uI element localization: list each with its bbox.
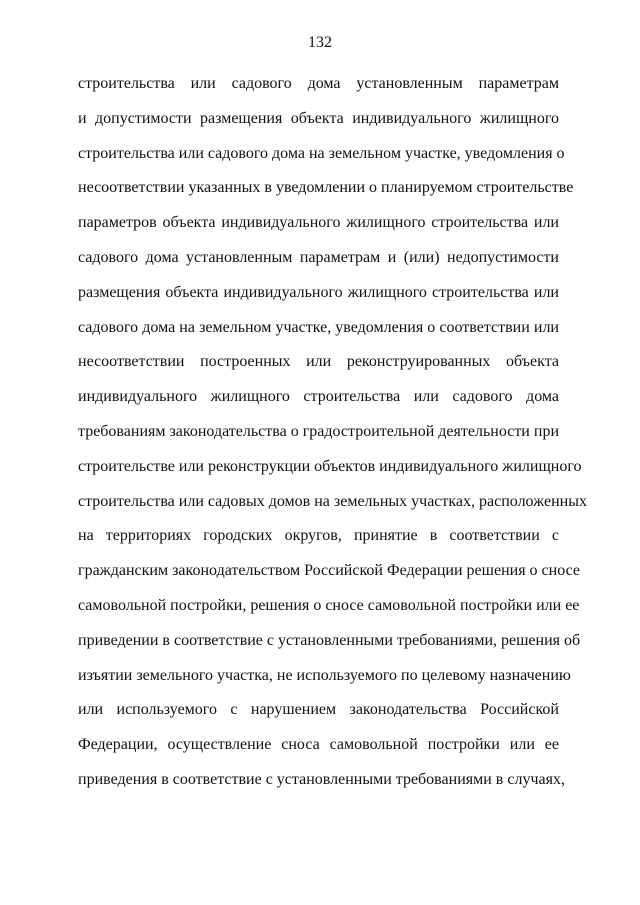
text-line: приведении в соответствие с установленными требованиями, решения об	[78, 631, 581, 649]
text-line: параметров объекта индивидуального жилищного строительства или	[78, 214, 559, 232]
text-line: строительства или садовых домов на земельных участках, расположенных	[78, 492, 587, 510]
text-line: несоответствии указанных в уведомлении о планируемом строительстве	[78, 179, 574, 197]
text-line: требованиям законодательства о градостроительной деятельности при	[78, 422, 559, 440]
text-line: гражданским законодательством Российской Федерации решения о сносе	[78, 562, 581, 580]
text-line: строительстве или реконструкции объектов индивидуального жилищного	[78, 457, 582, 475]
text-line: на территориях городских округов, принятие в соответствии с	[78, 527, 559, 545]
page-number: 132	[308, 34, 332, 51]
text-line: Федерации, осуществление сноса самовольной постройки или ее	[78, 736, 559, 754]
text-line: изъятии земельного участка, не используемого по целевому назначению	[78, 666, 571, 684]
text-line: несоответствии построенных или реконструированных объекта	[78, 353, 559, 371]
text-line: садового дома установленным параметрам и (или) недопустимости	[78, 248, 559, 266]
text-line: и допустимости размещения объекта индивидуального жилищного	[78, 109, 559, 127]
body-text	[78, 67, 587, 798]
text-line: индивидуального жилищного строительства или садового дома	[78, 388, 559, 406]
text-line: строительства или садового дома установленным параметрам	[78, 75, 559, 92]
text-line: или используемого с нарушением законодательства Российской	[78, 701, 559, 719]
text-line: строительства или садового дома на земельном участке, уведомления о	[78, 144, 565, 162]
text-line: самовольной постройки, решения о сносе самовольной постройки или ее	[78, 596, 580, 614]
text-line: размещения объекта индивидуального жилищного строительства или	[78, 283, 559, 301]
text-line: садового дома на земельном участке, уведомления о соответствии или	[78, 318, 559, 336]
text-line: приведения в соответствие с установленными требованиями в случаях,	[78, 770, 565, 788]
